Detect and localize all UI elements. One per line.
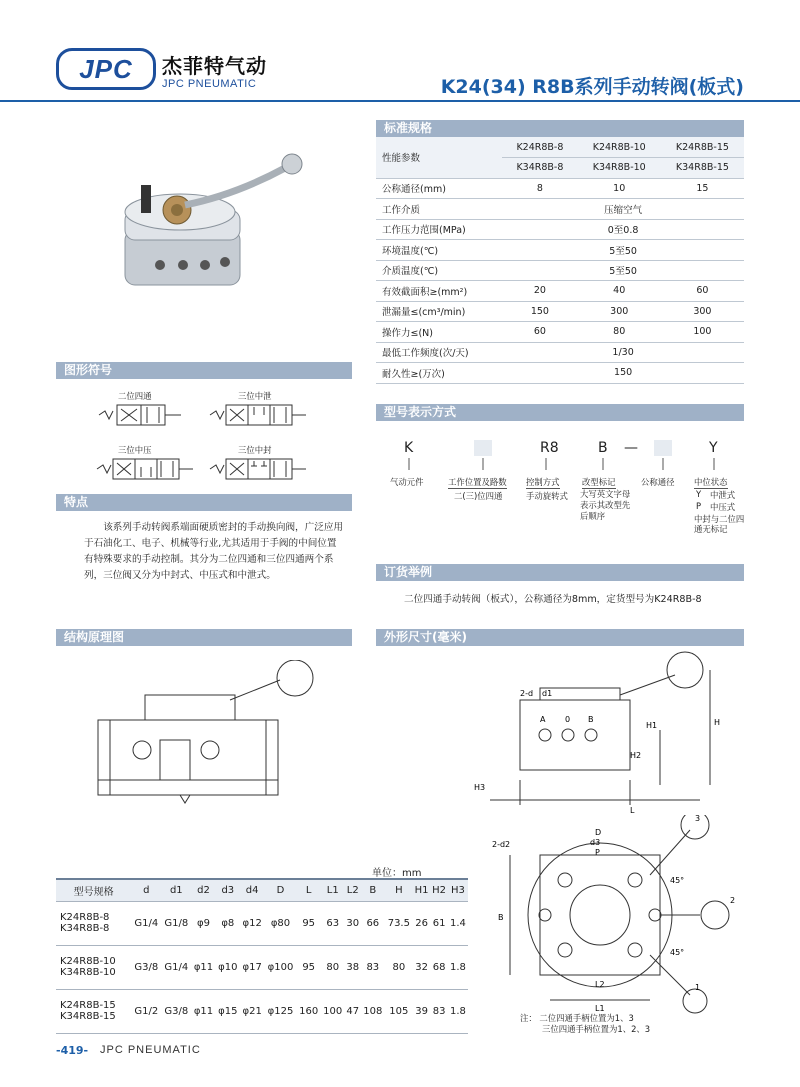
side-view-drawing [470,650,740,820]
model-k24-8: K24R8B-8 [502,137,577,158]
dims-value-cell: 83 [361,945,385,989]
brand-english: JPC PNEUMATIC [162,78,257,90]
dims-value-cell: φ9 [191,901,215,945]
order-example-text: 二位四通手动转阀（板式），公称通径为8mm，定货型号为K24R8B-8 [404,594,702,605]
label-center-state: 中位状态 [694,477,728,487]
symbol-label-3pos-pressure: 三位中压 [118,445,152,455]
dims-value-cell: 26 [413,901,430,945]
label-b-port: B [588,715,594,724]
label-p: P [595,848,600,857]
model-k34-15: K34R8B-15 [661,158,744,179]
dims-row [56,901,468,945]
dims-section-bar: 外形尺寸(毫米) [376,629,744,646]
dims-value-cell: 105 [385,989,413,1033]
label-d3: d3 [590,838,601,847]
dims-value-cell: G1/2 [131,989,161,1033]
spec-row-label: 有效截面积≥(mm²) [376,281,502,302]
model-k24-15: K24R8B-15 [661,137,744,158]
logo-text: JPC [79,53,133,84]
dims-value-cell: 100 [321,989,345,1033]
col-L2: L2 [345,879,361,901]
state-note: 中封与二位四通无标记 [694,514,745,534]
dims-value-cell: G3/8 [131,945,161,989]
dims-value-cell: 32 [413,945,430,989]
dims-value-cell: φ10 [216,945,240,989]
code-bore-box [654,440,672,456]
dims-value-cell: φ125 [264,989,296,1033]
label-l: L [630,806,635,815]
structure-drawing [90,660,330,810]
code-position-box [474,440,492,456]
col-H3: H3 [448,879,468,901]
product-photo [105,150,325,320]
spec-table [376,137,744,384]
label-0: 0 [565,715,571,724]
structure-section-bar: 结构原理图 [56,629,352,646]
dims-value-cell: φ12 [240,901,264,945]
spec-cell: 0至0.8 [502,219,744,240]
order-section-bar: 订货举例 [376,564,744,581]
spec-cell: 60 [661,281,744,302]
model-k34-10: K34R8B-10 [578,158,661,179]
unit-label: 单位：mm [372,868,422,879]
top-view-drawing [490,815,740,1015]
spec-cell: 15 [661,178,744,199]
label-h2: H2 [630,751,642,760]
code-leader-lines [376,458,744,478]
dims-value-cell: φ17 [240,945,264,989]
code-dash: — [624,440,638,456]
spec-cell: 10 [578,178,661,199]
col-d4: d4 [240,879,264,901]
spec-cell: 5至50 [502,260,744,281]
dims-value-cell: 80 [321,945,345,989]
note-line-2: 三位四通手柄位置为1、2、3 [542,1024,651,1034]
col-d1: d1 [161,879,191,901]
label-h3: H3 [474,783,486,792]
label-a: A [540,715,546,724]
col-D: D [264,879,296,901]
dims-value-cell: 1.8 [448,989,468,1033]
dims-value-cell: 68 [430,945,447,989]
dims-header-row [56,879,468,901]
header-rule [0,100,800,102]
spec-row-label: 最低工作频度(次/天) [376,342,502,363]
col-L1: L1 [321,879,345,901]
spec-cell: 300 [578,301,661,322]
label-45-top: 45° [670,876,685,885]
dims-value-cell: 95 [297,901,321,945]
sub-position: 二(三)位四通 [454,491,503,501]
label-2d2: 2-d2 [492,840,511,849]
dims-value-cell: φ80 [264,901,296,945]
state-y-name: 中泄式 [710,490,736,500]
spec-cell: 40 [578,281,661,302]
dims-value-cell: 30 [345,901,361,945]
features-text: 该系列手动转阀系端面硬质密封的手动换向阀，广泛应用于石油化工、电子、机械等行业,尤其适用于手阀的中间位置有特殊要求的手动控制。其分为二位四通和三位四通两个系列，三位阀又分为中封式、中压式和中泄式。 [84,522,344,581]
perf-label: 性能参数 [376,137,502,178]
spec-cell: 150 [502,301,577,322]
label-position: 工作位置及路数 [448,477,507,487]
dims-value-cell: 39 [413,989,430,1033]
dims-table [56,878,468,1034]
spec-cell: 8 [502,178,577,199]
spec-row-label: 泄漏量≤(cm³/min) [376,301,502,322]
spec-cell: 60 [502,322,577,343]
dims-value-cell: φ100 [264,945,296,989]
col-L: L [297,879,321,901]
symbol-3pos-exhaust-icon [208,403,308,427]
dims-value-cell: 38 [345,945,361,989]
dims-value-cell: φ11 [191,989,215,1033]
spec-cell: 5至50 [502,240,744,261]
spec-row-label: 耐久性≥(万次) [376,363,502,384]
symbol-label-3pos-closed: 三位中封 [238,445,272,455]
spec-cell: 300 [661,301,744,322]
dims-row [56,989,468,1033]
state-p-code: P [696,501,702,511]
code-r8: R8 [540,440,559,456]
label-2d: 2-d [520,689,534,698]
col-d2: d2 [191,879,215,901]
code-y: Y [709,440,718,456]
dims-value-cell: G1/4 [131,901,161,945]
label-l2: L2 [595,980,605,989]
spec-cell: 压缩空气 [502,199,744,220]
dims-value-cell: 63 [321,901,345,945]
dims-value-cell: 1.8 [448,945,468,989]
label-pos-3: 3 [695,815,701,823]
dims-model-cell: K24R8B-10 K34R8B-10 [56,945,131,989]
spec-cell: 80 [578,322,661,343]
dims-value-cell: G1/8 [161,901,191,945]
features-section-bar: 特点 [56,494,352,511]
state-y-code: Y [696,489,702,499]
spec-row-label: 操作力≤(N) [376,322,502,343]
note-line-1: 注： 二位四通手柄位置为1、3 [520,1013,634,1023]
dims-value-cell: 66 [361,901,385,945]
col-d3: d3 [216,879,240,901]
spec-cell: 1/30 [502,342,744,363]
symbol-2pos-icon [95,403,185,427]
label-d1: d1 [542,689,553,698]
dims-value-cell: 61 [430,901,447,945]
symbols-section-bar: 图形符号 [56,362,352,379]
footer-brand: JPC PNEUMATIC [100,1044,201,1056]
dims-model-cell: K24R8B-15 K34R8B-15 [56,989,131,1033]
symbol-3pos-closed-icon [208,457,308,481]
code-b: B [598,440,608,456]
label-pos-1: 1 [695,983,701,992]
col-B: B [361,879,385,901]
dims-value-cell: φ15 [216,989,240,1033]
spec-row-label: 工作压力范围(MPa) [376,219,502,240]
col-H1: H1 [413,879,430,901]
label-pneumatic: 气动元件 [390,477,424,487]
dims-value-cell: 47 [345,989,361,1033]
dims-value-cell: φ11 [191,945,215,989]
dims-value-cell: 108 [361,989,385,1033]
brand-chinese: 杰菲特气动 [162,54,267,78]
model-k34-8: K34R8B-8 [502,158,577,179]
spec-row-label: 公称通径(mm) [376,178,502,199]
dims-model-cell: K24R8B-8 K34R8B-8 [56,901,131,945]
dims-value-cell: φ8 [216,901,240,945]
col-H: H [385,879,413,901]
model-code-block [376,440,745,534]
sub-control: 手动旋转式 [526,491,568,501]
jpc-logo [56,48,156,90]
dims-value-cell: G1/4 [161,945,191,989]
page-number: -419- [56,1044,89,1057]
dims-value-cell: 95 [297,945,321,989]
label-pos-2: 2 [730,896,736,905]
col-H2: H2 [430,879,447,901]
sub-revision: 大写英文字母表示其改型先后顺序 [580,489,631,521]
symbol-label-3pos-exhaust: 三位中泄 [238,391,272,401]
label-l1: L1 [595,1004,605,1013]
spec-cell: 20 [502,281,577,302]
symbol-label-2pos: 二位四通 [118,391,152,401]
state-p-name: 中压式 [710,502,736,512]
spec-cell: 100 [661,322,744,343]
spec-row-label: 工作介质 [376,199,502,220]
spec-row-label: 环境温度(℃) [376,240,502,261]
dims-value-cell: 80 [385,945,413,989]
spec-row-label: 介质温度(℃) [376,260,502,281]
code-k: K [404,440,414,456]
dims-value-cell: φ21 [240,989,264,1033]
label-d: D [595,828,602,837]
spec-cell: 150 [502,363,744,384]
dims-value-cell: 83 [430,989,447,1033]
model-section-bar: 型号表示方式 [376,404,744,421]
symbol-3pos-pressure-icon [95,457,195,481]
col-d: d [131,879,161,901]
label-bore: 公称通径 [641,477,675,487]
dims-value-cell: 160 [297,989,321,1033]
page-title: K24(34) R8B系列手动转阀(板式) [440,76,744,98]
model-k24-10: K24R8B-10 [578,137,661,158]
label-h: H [714,718,721,727]
label-b-width: B [498,913,504,922]
label-control: 控制方式 [526,477,560,487]
spec-section-bar: 标准规格 [376,120,744,137]
label-revision: 改型标记 [582,477,616,487]
col-model: 型号规格 [56,879,131,901]
dims-value-cell: 1.4 [448,901,468,945]
dims-value-cell: 73.5 [385,901,413,945]
dims-value-cell: G3/8 [161,989,191,1033]
dims-row [56,945,468,989]
label-h1: H1 [646,721,658,730]
label-45-bottom: 45° [670,948,685,957]
